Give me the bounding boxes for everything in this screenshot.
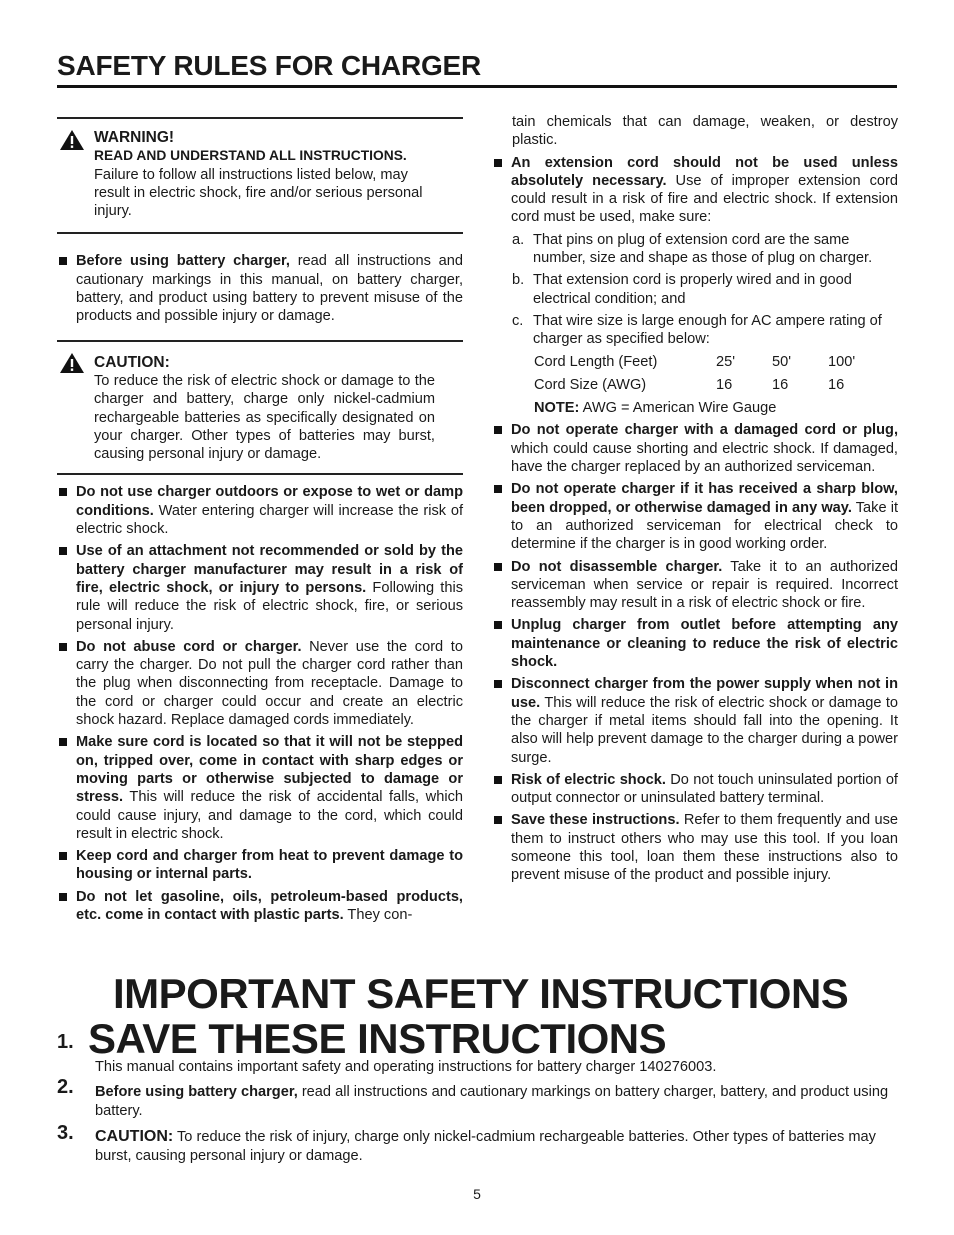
- item-number-1: 1.: [57, 1031, 74, 1053]
- title-rule: [57, 85, 897, 88]
- list-item: Do not abuse cord or charger. Never use the cord to carry the charger. Do not pull the charger cord rather than the plug when disconnecting from receptacle. Damage to the cord or charger could occur and create an electric shock hazard. Replace damaged cords immediately.: [57, 638, 463, 729]
- condition-text: That pins on plug of extension cord are the same number, size and shape as those of plug on charger.: [533, 231, 873, 267]
- continued-text: tain chemicals that can damage, weaken, or destroy plastic.: [512, 114, 898, 149]
- extension-cord-conditions: [492, 231, 898, 349]
- list-item: Risk of electric shock. Do not touch uninsulated portion of output connector or uninsulated battery terminal.: [492, 771, 898, 808]
- bullet-square-icon: [59, 643, 67, 651]
- condition-letter: a.: [512, 231, 525, 248]
- cord-spec-table: [534, 353, 898, 395]
- right-bullet-list: [492, 421, 898, 884]
- caution-triangle-icon: [59, 352, 85, 374]
- table-row: [534, 353, 898, 371]
- left-bullet-list: [57, 483, 463, 924]
- list-item: An extension cord should not be used unless absolutely necessary. Use of improper extension cord could result in a risk of fire and electric shock. If extension cord must be used, make sure:: [492, 154, 898, 227]
- bullet-square-icon: [59, 738, 67, 746]
- list-item: Save these instructions. Refer to them frequently and use them to instruct others who may use this tool. If you loan someone this tool, loan them these instructions also to prevent misuse of the product and possible injury.: [492, 811, 898, 884]
- table-cell: 16: [772, 376, 789, 393]
- manual-note: This manual contains important safety and operating instructions for battery charger 140276003.: [95, 1059, 717, 1075]
- bullet-square-icon: [59, 257, 67, 265]
- bullet-square-icon: [59, 852, 67, 860]
- save-instructions-heading: SAVE THESE INSTRUCTIONS: [88, 1015, 667, 1062]
- before-using-list: [57, 252, 463, 325]
- list-item: Before using battery charger, read all instructions and cautionary markings in this manual, on battery charger, battery, and product using battery to prevent misuse of the products and possible injury or damage.: [57, 252, 463, 325]
- bullet-square-icon: [59, 488, 67, 496]
- condition-letter: c.: [512, 312, 524, 329]
- table-cell: 16: [828, 376, 845, 393]
- table-cell: 25': [716, 353, 736, 370]
- list-item: Disconnect charger from the power supply when not in use. This will reduce the risk of electric shock or damage to the charger if metal items should fall into the opening. It also will help prevent damage to the charger during a power surge.: [492, 675, 898, 766]
- condition-item: [512, 231, 898, 268]
- table-row: [534, 376, 898, 394]
- before-using-note: Before using battery charger, read all instructions and cautionary markings on battery charger, battery, and product using battery.: [95, 1084, 889, 1119]
- bullet-square-icon: [59, 893, 67, 901]
- important-safety-heading: IMPORTANT SAFETY INSTRUCTIONS: [113, 970, 849, 1017]
- condition-item: [512, 312, 898, 349]
- caution-text: To reduce the risk of electric shock or damage to the charger and battery, charge only nickel-cadmium rechargeable batteries as specifically designated on your charger. Other types of batteries may burst, causing personal injury or damage.: [94, 372, 435, 463]
- page-number: 5: [473, 1186, 481, 1202]
- extension-cord-list: [492, 154, 898, 227]
- right-column: [492, 113, 898, 889]
- bullet-square-icon: [494, 776, 502, 784]
- condition-item: [512, 271, 898, 308]
- list-item: Keep cord and charger from heat to prevent damage to housing or internal parts.: [57, 847, 463, 884]
- warning-box: [57, 117, 463, 234]
- list-item: Do not use charger outdoors or expose to wet or damp conditions. Water entering charger will increase the risk of electric shock.: [57, 483, 463, 538]
- list-item: Use of an attachment not recommended or sold by the battery charger manufacturer may result in a risk of fire, electric shock, or injury to persons. Following this rule will reduce the risk of electric shock, fire, or serious personal injury.: [57, 542, 463, 633]
- table-cell: 50': [772, 353, 792, 370]
- list-item: Make sure cord is located so that it will not be stepped on, tripped over, come in contact with sharp edges or moving parts or otherwise subjected to damage or stress. This will reduce the risk of accidental falls, which could cause injury, and damage to the cord, which could result in electric shock.: [57, 733, 463, 843]
- table-cell: Cord Size (AWG): [534, 376, 647, 393]
- condition-text: That extension cord is properly wired and in good electrical condition; and: [533, 272, 852, 307]
- caution-label: CAUTION:: [94, 353, 170, 371]
- bullet-square-icon: [494, 159, 502, 167]
- bullet-square-icon: [494, 426, 502, 434]
- item-number-3: 3.: [57, 1122, 74, 1144]
- item-number-2: 2.: [57, 1076, 74, 1098]
- left-column: [57, 117, 463, 928]
- awg-note: NOTE: AWG = American Wire Gauge: [534, 400, 777, 417]
- bullet-square-icon: [59, 547, 67, 555]
- list-item: Do not disassemble charger. Take it to an authorized serviceman when service or repair is required. Incorrect reassembly may result in a risk of electric shock or fire.: [492, 558, 898, 613]
- condition-letter: b.: [512, 272, 525, 289]
- list-item: Do not let gasoline, oils, petroleum-based products, etc. come in contact with plastic parts. They con-: [57, 888, 463, 925]
- condition-text: That wire size is large enough for AC ampere rating of charger as specified below:: [533, 312, 882, 348]
- caution-note: CAUTION: To reduce the risk of injury, charge only nickel-cadmium rechargeable batteries. Other types of batteries may burst, causing personal injury or damage.: [95, 1128, 876, 1164]
- bullet-square-icon: [494, 680, 502, 688]
- table-cell: 16: [716, 376, 733, 393]
- bullet-square-icon: [494, 485, 502, 493]
- bullet-square-icon: [494, 563, 502, 571]
- bullet-square-icon: [494, 621, 502, 629]
- warning-label: WARNING!: [94, 129, 175, 146]
- page-title: SAFETY RULES FOR CHARGER: [57, 50, 482, 81]
- warning-text: Failure to follow all instructions listed below, may result in electric shock, fire and/or serious personal injury.: [94, 166, 423, 220]
- caution-box: [57, 340, 463, 476]
- list-item: Unplug charger from outlet before attempting any maintenance or cleaning to reduce the risk of electric shock.: [492, 616, 898, 671]
- list-item: Do not operate charger if it has received a sharp blow, been dropped, or otherwise damaged in any way. Take it to an authorized serviceman for electrical check to determine if the charger is in good working order.: [492, 480, 898, 553]
- table-cell: Cord Length (Feet): [534, 353, 658, 370]
- warning-triangle-icon: [59, 129, 85, 151]
- list-item: Do not operate charger with a damaged cord or plug, which could cause shorting and electric shock. If damaged, have the charger replaced by an authorized serviceman.: [492, 421, 898, 476]
- bullet-square-icon: [494, 816, 502, 824]
- table-cell: 100': [828, 353, 856, 370]
- warning-lead: READ AND UNDERSTAND ALL INSTRUCTIONS.: [94, 148, 407, 164]
